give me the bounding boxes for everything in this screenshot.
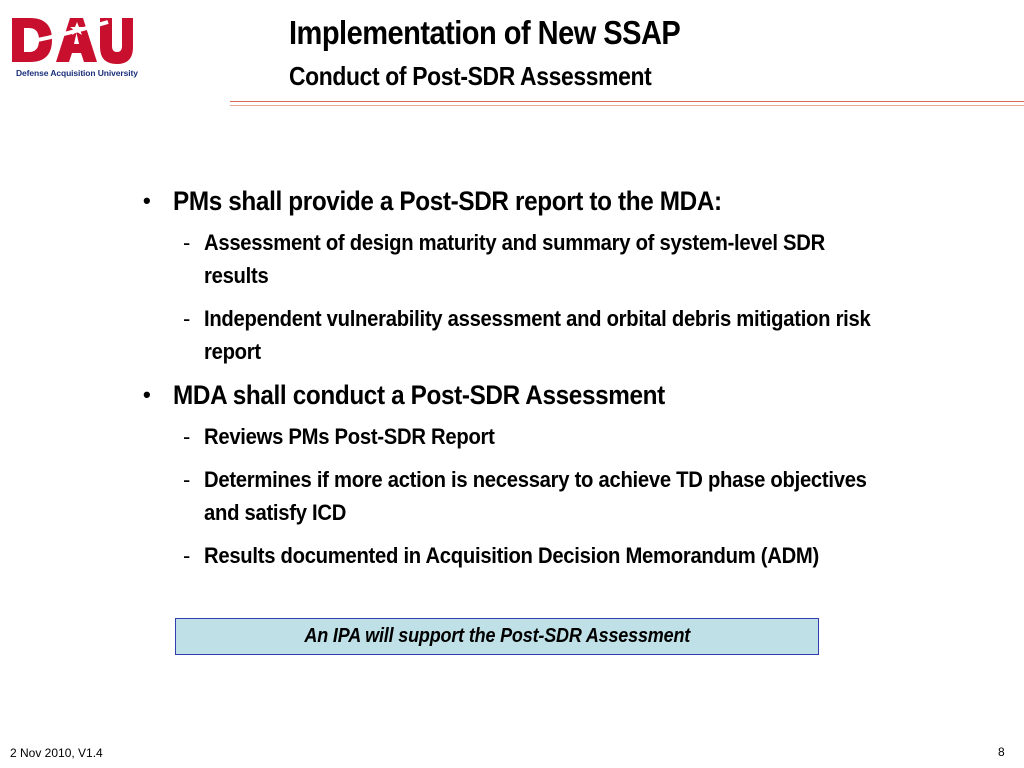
sub-bullet-item: - Reviews PMs Post-SDR Report [143, 420, 963, 453]
header-divider-secondary [230, 105, 1024, 106]
page-number: 8 [998, 745, 1005, 759]
dau-logo [8, 12, 138, 82]
sub-bullet-item: - Results documented in Acquisition Decision Memorandum (ADM) [143, 539, 963, 572]
bullet-item: • PMs shall provide a Post-SDR report to the MDA: [143, 186, 722, 216]
bullet-group-1 [143, 184, 963, 368]
bullet-group-2 [143, 378, 963, 572]
dash-icon: - [183, 543, 191, 568]
slide-body [143, 184, 963, 582]
sub-bullet-item: - Assessment of design maturity and summary of system-level SDR results [143, 226, 963, 292]
dash-icon: - [183, 306, 191, 331]
footer-date: 2 Nov 2010, V1.4 [10, 746, 103, 760]
slide-subtitle: Conduct of Post-SDR Assessment [289, 61, 652, 91]
sub-bullet-item: - Independent vulnerability assessment and orbital debris mitigation risk report [143, 302, 963, 368]
bullet-dot-icon: • [143, 188, 151, 213]
dash-icon: - [183, 424, 191, 449]
sub-bullet-item: - Determines if more action is necessary to achieve TD phase objectives and satisfy ICD [143, 463, 963, 529]
dash-icon: - [183, 230, 191, 255]
header-divider [230, 101, 1024, 102]
dau-logo-icon [8, 12, 133, 68]
callout-text: An IPA will support the Post-SDR Assessment [304, 625, 690, 647]
bullet-item: • MDA shall conduct a Post-SDR Assessment [143, 380, 665, 410]
dash-icon: - [183, 467, 191, 492]
bullet-dot-icon: • [143, 382, 151, 407]
logo-caption: Defense Acquisition University [16, 68, 138, 78]
slide-title: Implementation of New SSAP [289, 14, 681, 51]
callout-box [175, 618, 819, 655]
